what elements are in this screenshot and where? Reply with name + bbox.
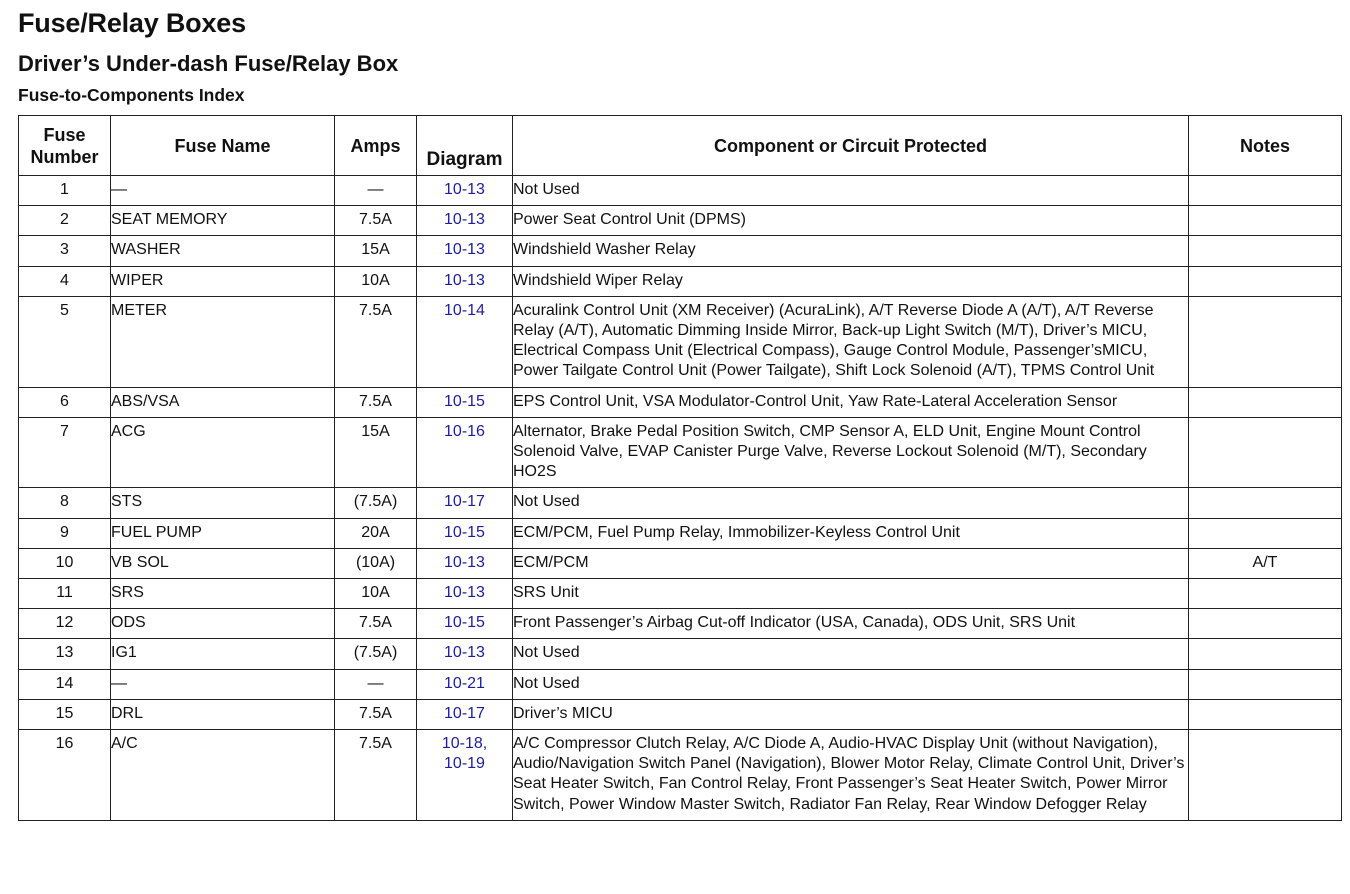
notes-cell: [1189, 206, 1342, 236]
diagram-link[interactable]: 10-15: [417, 518, 513, 548]
fuse-number-cell: 12: [19, 609, 111, 639]
fuse-name-cell: —: [111, 669, 335, 699]
component-cell: Not Used: [513, 176, 1189, 206]
amps-cell: 15A: [335, 236, 417, 266]
header-notes: Notes: [1189, 116, 1342, 176]
fuse-name-cell: SEAT MEMORY: [111, 206, 335, 236]
diagram-link[interactable]: 10-13: [417, 236, 513, 266]
fuse-name-cell: SRS: [111, 579, 335, 609]
fuse-number-cell: 15: [19, 699, 111, 729]
amps-cell: —: [335, 176, 417, 206]
fuse-number-cell: 2: [19, 206, 111, 236]
notes-cell: [1189, 518, 1342, 548]
amps-cell: 7.5A: [335, 730, 417, 821]
component-cell: ECM/PCM: [513, 548, 1189, 578]
table-row: [19, 236, 1342, 266]
diagram-link[interactable]: 10-17: [417, 488, 513, 518]
fuse-name-cell: —: [111, 176, 335, 206]
amps-cell: 7.5A: [335, 296, 417, 387]
header-fuse-number-line2: Number: [30, 146, 99, 167]
table-row: [19, 699, 1342, 729]
diagram-link[interactable]: 10-18, 10-19: [417, 730, 513, 821]
table-row: [19, 579, 1342, 609]
component-cell: Not Used: [513, 488, 1189, 518]
diagram-link[interactable]: 10-13: [417, 579, 513, 609]
fuse-number-cell: 8: [19, 488, 111, 518]
fuse-number-cell: 3: [19, 236, 111, 266]
amps-cell: 7.5A: [335, 699, 417, 729]
table-row: [19, 417, 1342, 488]
component-cell: Windshield Wiper Relay: [513, 266, 1189, 296]
diagram-link[interactable]: 10-13: [417, 206, 513, 236]
notes-cell: [1189, 387, 1342, 417]
table-row: [19, 518, 1342, 548]
component-cell: Not Used: [513, 639, 1189, 669]
fuse-name-cell: A/C: [111, 730, 335, 821]
notes-cell: [1189, 669, 1342, 699]
component-cell: Alternator, Brake Pedal Position Switch, CMP Sensor A, ELD Unit, Engine Mount Control Solenoid Valve, EVAP Canister Purge Valve, Reverse Lockout Solenoid (M/T), Secondary HO2S: [513, 417, 1189, 488]
amps-cell: (7.5A): [335, 488, 417, 518]
table-row: [19, 206, 1342, 236]
diagram-link[interactable]: 10-17: [417, 699, 513, 729]
component-cell: Not Used: [513, 669, 1189, 699]
diagram-link[interactable]: 10-13: [417, 639, 513, 669]
diagram-link[interactable]: 10-16: [417, 417, 513, 488]
fuse-number-cell: 5: [19, 296, 111, 387]
fuse-name-cell: ACG: [111, 417, 335, 488]
component-cell: Acuralink Control Unit (XM Receiver) (AcuraLink), A/T Reverse Diode A (A/T), A/T Reverse Relay (A/T), Automatic Dimming Inside Mirror, Back-up Light Switch (M/T), Driver’s MICU, Electrical Compass Unit (Electrical Compass), Gauge Control Module, Passenger’sMICU, Power Tailgate Control Unit (Power Tailgate), Shift Lock Solenoid (A/T), TPMS Control Unit: [513, 296, 1189, 387]
fuse-name-cell: WASHER: [111, 236, 335, 266]
notes-cell: [1189, 176, 1342, 206]
notes-cell: [1189, 488, 1342, 518]
header-amps: Amps: [335, 116, 417, 176]
header-fuse-number: [19, 116, 111, 176]
diagram-link[interactable]: 10-14: [417, 296, 513, 387]
component-cell: A/C Compressor Clutch Relay, A/C Diode A, Audio-HVAC Display Unit (without Navigation), Audio/Navigation Switch Panel (Navigation), Blower Motor Relay, Climate Control Unit, Driver’s Seat Heater Switch, Fan Control Relay, Front Passenger’s Seat Heater Switch, Power Mirror Switch, Power Window Master Switch, Radiator Fan Relay, Rear Window Defogger Relay: [513, 730, 1189, 821]
page-subtitle: Driver’s Under-dash Fuse/Relay Box: [18, 51, 399, 76]
table-row: [19, 488, 1342, 518]
fuse-number-cell: 11: [19, 579, 111, 609]
notes-cell: [1189, 266, 1342, 296]
amps-cell: 7.5A: [335, 206, 417, 236]
component-cell: Windshield Washer Relay: [513, 236, 1189, 266]
fuse-name-cell: DRL: [111, 699, 335, 729]
table-row: [19, 548, 1342, 578]
fuse-number-cell: 16: [19, 730, 111, 821]
diagram-link[interactable]: 10-13: [417, 548, 513, 578]
notes-cell: [1189, 699, 1342, 729]
table-row: [19, 266, 1342, 296]
amps-cell: 10A: [335, 266, 417, 296]
table-row: [19, 609, 1342, 639]
table-header-row: [19, 116, 1342, 176]
fuse-number-cell: 9: [19, 518, 111, 548]
table-row: [19, 387, 1342, 417]
header-diagram: Diagram: [417, 116, 513, 176]
fuse-number-cell: 4: [19, 266, 111, 296]
notes-cell: [1189, 730, 1342, 821]
component-cell: Driver’s MICU: [513, 699, 1189, 729]
fuse-number-cell: 6: [19, 387, 111, 417]
notes-cell: [1189, 296, 1342, 387]
amps-cell: 10A: [335, 579, 417, 609]
fuse-number-cell: 1: [19, 176, 111, 206]
table-row: [19, 730, 1342, 821]
amps-cell: 20A: [335, 518, 417, 548]
fuse-name-cell: VB SOL: [111, 548, 335, 578]
fuse-name-cell: IG1: [111, 639, 335, 669]
fuse-number-cell: 10: [19, 548, 111, 578]
notes-cell: [1189, 236, 1342, 266]
component-cell: EPS Control Unit, VSA Modulator-Control Unit, Yaw Rate-Lateral Acceleration Sensor: [513, 387, 1189, 417]
fuse-name-cell: ODS: [111, 609, 335, 639]
fuse-number-cell: 13: [19, 639, 111, 669]
fuse-name-cell: WIPER: [111, 266, 335, 296]
notes-cell: A/T: [1189, 548, 1342, 578]
component-cell: ECM/PCM, Fuel Pump Relay, Immobilizer-Keyless Control Unit: [513, 518, 1189, 548]
fuse-name-cell: FUEL PUMP: [111, 518, 335, 548]
diagram-link[interactable]: 10-13: [417, 266, 513, 296]
amps-cell: 15A: [335, 417, 417, 488]
diagram-link[interactable]: 10-13: [417, 176, 513, 206]
fuse-table: [18, 115, 1342, 821]
component-cell: Front Passenger’s Airbag Cut-off Indicator (USA, Canada), ODS Unit, SRS Unit: [513, 609, 1189, 639]
table-row: [19, 176, 1342, 206]
diagram-link[interactable]: 10-15: [417, 609, 513, 639]
amps-cell: (10A): [335, 548, 417, 578]
notes-cell: [1189, 417, 1342, 488]
fuse-name-cell: ABS/VSA: [111, 387, 335, 417]
fuse-name-cell: METER: [111, 296, 335, 387]
fuse-number-cell: 14: [19, 669, 111, 699]
diagram-link[interactable]: 10-21: [417, 669, 513, 699]
header-fuse-number-line1: Fuse: [43, 124, 86, 145]
component-cell: SRS Unit: [513, 579, 1189, 609]
fuse-number-cell: 7: [19, 417, 111, 488]
page-title: Fuse/Relay Boxes: [18, 8, 246, 38]
notes-cell: [1189, 609, 1342, 639]
component-cell: Power Seat Control Unit (DPMS): [513, 206, 1189, 236]
header-component: Component or Circuit Protected: [513, 116, 1189, 176]
amps-cell: (7.5A): [335, 639, 417, 669]
fuse-table-body: [19, 176, 1342, 821]
notes-cell: [1189, 579, 1342, 609]
diagram-link[interactable]: 10-15: [417, 387, 513, 417]
table-row: [19, 296, 1342, 387]
table-row: [19, 669, 1342, 699]
header-fuse-name: Fuse Name: [111, 116, 335, 176]
section-title: Fuse-to-Components Index: [18, 85, 245, 105]
amps-cell: 7.5A: [335, 387, 417, 417]
amps-cell: —: [335, 669, 417, 699]
amps-cell: 7.5A: [335, 609, 417, 639]
fuse-name-cell: STS: [111, 488, 335, 518]
notes-cell: [1189, 639, 1342, 669]
table-row: [19, 639, 1342, 669]
